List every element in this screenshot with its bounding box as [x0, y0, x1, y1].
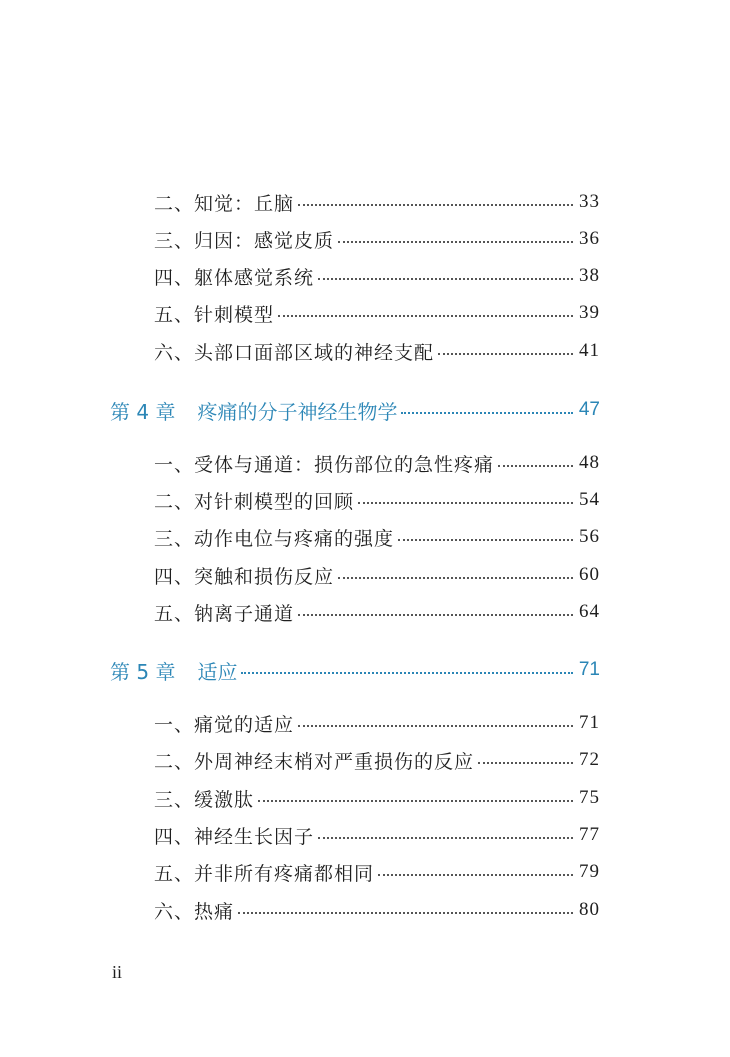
toc-entry[interactable] — [154, 783, 600, 813]
toc-entry[interactable] — [154, 895, 600, 925]
toc-entry-page: 60 — [579, 564, 600, 585]
dot-leader — [401, 412, 572, 414]
dot-leader — [298, 614, 573, 616]
toc-entry-page: 41 — [579, 340, 600, 361]
toc-entry[interactable] — [154, 597, 600, 627]
toc-entry-title: 二、外周神经末梢对严重损伤的反应 — [154, 750, 475, 773]
toc-chapter-5[interactable] — [110, 655, 600, 685]
toc-entry-title: 四、神经生长因子 — [154, 825, 315, 848]
toc-entry-title: 一、痛觉的适应 — [154, 713, 295, 736]
toc-entry-title: 四、突触和损伤反应 — [154, 565, 335, 588]
dot-leader — [298, 204, 573, 206]
toc-entry-page: 33 — [579, 191, 600, 212]
dot-leader — [358, 502, 573, 504]
dot-leader — [298, 725, 573, 727]
toc-entry[interactable] — [154, 708, 600, 738]
toc-entry-page: 71 — [579, 712, 600, 733]
toc-entry-title: 三、动作电位与疼痛的强度 — [154, 527, 395, 550]
toc-entry-page: 64 — [579, 601, 600, 622]
dot-leader — [318, 278, 573, 280]
dot-leader — [398, 539, 573, 541]
dot-leader — [278, 315, 573, 317]
chapter-page: 71 — [578, 659, 600, 680]
toc-entry-title: 五、针刺模型 — [154, 303, 275, 326]
chapter-number: 第 5 章 — [110, 659, 176, 684]
page-number: ii — [112, 962, 123, 982]
dot-leader — [318, 837, 573, 839]
chapter-number: 第 4 章 — [110, 399, 176, 424]
toc-entry[interactable] — [154, 857, 600, 887]
toc-entry-title: 六、热痛 — [154, 900, 235, 923]
dot-leader — [338, 577, 573, 579]
toc-entry-title: 五、并非所有疼痛都相同 — [154, 862, 375, 885]
dot-leader — [241, 672, 572, 674]
toc-entry[interactable] — [154, 261, 600, 291]
toc-entry-title: 三、归因：感觉皮质 — [154, 229, 335, 252]
toc-entry-page: 38 — [579, 265, 600, 286]
dot-leader — [438, 353, 573, 355]
dot-leader — [378, 874, 573, 876]
toc-entry[interactable] — [154, 448, 600, 478]
dot-leader — [258, 800, 573, 802]
toc-entry-title: 二、对针刺模型的回顾 — [154, 490, 355, 513]
toc-entry-title: 三、缓激肽 — [154, 788, 255, 811]
toc-entry-page: 48 — [579, 452, 600, 473]
toc-entry-page: 80 — [579, 899, 600, 920]
toc-entry[interactable] — [154, 336, 600, 366]
chapter-title: 适应 — [197, 659, 238, 684]
toc-entry-page: 56 — [579, 526, 600, 547]
toc-entry[interactable] — [154, 820, 600, 850]
toc-entry[interactable] — [154, 224, 600, 254]
toc-entry-title: 六、头部口面部区域的神经支配 — [154, 341, 435, 364]
chapter-page: 47 — [578, 399, 600, 420]
toc-entry[interactable] — [154, 187, 600, 217]
toc-entry-page: 39 — [579, 302, 600, 323]
dot-leader — [238, 912, 573, 914]
toc-entry[interactable] — [154, 522, 600, 552]
dot-leader — [498, 465, 573, 467]
toc-entry-title: 二、知觉：丘脑 — [154, 192, 295, 215]
toc-entry-page: 72 — [579, 749, 600, 770]
toc-entry[interactable] — [154, 298, 600, 328]
toc-entry[interactable] — [154, 560, 600, 590]
toc-entry[interactable] — [154, 485, 600, 515]
toc-entry-title: 一、受体与通道：损伤部位的急性疼痛 — [154, 453, 495, 476]
toc-entry[interactable] — [154, 745, 600, 775]
toc-entry-title: 五、钠离子通道 — [154, 602, 295, 625]
toc-entry-page: 77 — [579, 824, 600, 845]
dot-leader — [478, 762, 573, 764]
toc-chapter-4[interactable] — [110, 395, 600, 425]
toc-entry-title: 四、躯体感觉系统 — [154, 266, 315, 289]
toc-entry-page: 54 — [579, 489, 600, 510]
dot-leader — [338, 241, 573, 243]
toc-entry-page: 79 — [579, 861, 600, 882]
chapter-title: 疼痛的分子神经生物学 — [197, 399, 398, 424]
toc-entry-page: 36 — [579, 228, 600, 249]
toc-entry-page: 75 — [579, 787, 600, 808]
